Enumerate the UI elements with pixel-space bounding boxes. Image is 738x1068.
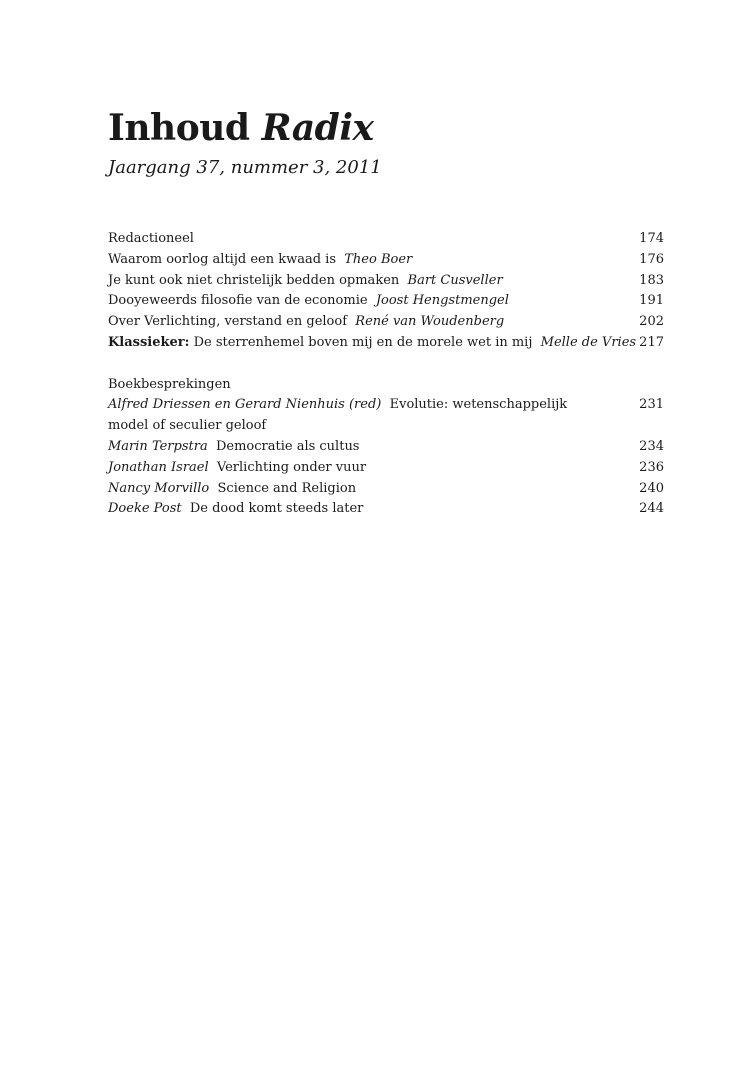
review-title: Evolutie: wetenschappelijk	[389, 397, 568, 413]
toc-entry-klassieker	[108, 333, 664, 354]
review-title: Democratie als cultus	[215, 438, 360, 454]
section-spacer	[108, 354, 664, 375]
entry-page: 176	[639, 251, 664, 267]
page-title	[108, 104, 373, 152]
review-page: 231	[639, 397, 664, 413]
toc-entry	[108, 250, 664, 271]
section-heading-reviews	[108, 375, 664, 396]
review-page: 244	[639, 501, 664, 517]
entry-label: Klassieker:	[108, 334, 190, 350]
reviews-heading: Boekbesprekingen	[108, 376, 231, 392]
entry-author: Melle de Vries	[540, 334, 637, 350]
entry-title: De sterrenhemel boven mij en de morele wet in mij	[193, 334, 533, 350]
review-entry	[108, 499, 664, 520]
review-entry	[108, 458, 664, 479]
entry-title: Je kunt ook niet christelijk bedden opmaken	[108, 272, 400, 288]
review-author: Alfred Driessen en Gerard Nienhuis (red)	[108, 397, 382, 413]
entry-page: 183	[639, 272, 664, 288]
toc-entry	[108, 312, 664, 333]
entry-page: 202	[639, 314, 664, 330]
journal-name: Radix	[261, 107, 374, 149]
review-page: 236	[639, 459, 664, 475]
review-title-continued: model of seculier geloof	[108, 418, 267, 434]
review-author: Doeke Post	[108, 501, 182, 517]
issue-subtitle: Jaargang 37, nummer 3, 2011	[108, 157, 382, 178]
entry-author: René van Woudenberg	[355, 314, 505, 330]
entry-page: 191	[639, 293, 664, 309]
review-entry	[108, 437, 664, 458]
entry-author: Joost Hengstmengel	[375, 293, 509, 309]
entry-title: Waarom oorlog altijd een kwaad is	[108, 251, 336, 267]
entry-title: Redactioneel	[108, 231, 194, 246]
entry-page: 174	[639, 231, 664, 246]
review-title: Verlichting onder vuur	[216, 459, 367, 475]
entry-author: Theo Boer	[344, 251, 413, 267]
review-title: De dood komt steeds later	[189, 501, 364, 517]
review-page: 234	[639, 438, 664, 454]
entry-page: 217	[639, 334, 664, 350]
toc-entry	[108, 291, 664, 312]
review-entry	[108, 479, 664, 500]
review-author: Marin Terpstra	[108, 438, 208, 454]
review-entry	[108, 395, 664, 416]
review-author: Jonathan Israel	[108, 459, 209, 475]
table-of-contents	[108, 229, 664, 520]
entry-title: Dooyeweerds filosofie van de economie	[108, 293, 368, 309]
entry-title: Over Verlichting, verstand en geloof	[108, 314, 348, 330]
review-entry-continuation	[108, 416, 664, 437]
review-title: Science and Religion	[217, 480, 357, 496]
entry-author: Bart Cusveller	[407, 272, 503, 288]
review-page: 240	[639, 480, 664, 496]
review-author: Nancy Morvillo	[108, 480, 210, 496]
toc-entry	[108, 229, 664, 250]
title-main: Inhoud	[108, 107, 250, 149]
toc-entry	[108, 271, 664, 292]
